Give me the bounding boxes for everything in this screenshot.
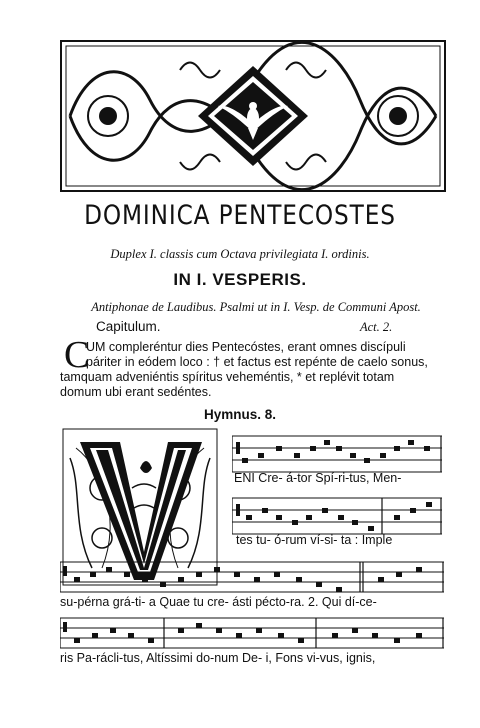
capitulum-line: tamquam adveniéntis spíritus veheméntis, * et replévit totam	[60, 370, 395, 384]
capitulum-line: páriter in eódem loco : † et factus est repénte de caelo sonus,	[86, 355, 428, 369]
chant-staff	[232, 496, 442, 536]
capitulum-line: domum ubi erant sedéntes.	[60, 385, 212, 399]
capitulum-reference: Act. 2.	[360, 320, 393, 334]
hymn-lyric-line: ENI Cre- á-tor Spí-ri-tus, Men-	[234, 471, 402, 485]
page-title: DOMINICA PENTECOSTES	[84, 200, 396, 231]
antiphon-note: Antiphonae de Laudibus. Psalmi ut in I. Vesp. de Communi Apost.	[91, 300, 421, 314]
drop-cap-initial: C	[64, 334, 90, 376]
capitulum-line: UM compleréntur dies Pentecóstes, erant omnes discípuli	[86, 340, 406, 354]
chant-staff	[60, 616, 444, 652]
ornamental-banner-dove	[60, 40, 446, 192]
hymn-lyric-line: su-pérna grá-ti- a Quae tu cre- ásti péctο-ra. 2. Qui dí-ce-	[60, 595, 377, 609]
chant-staff	[60, 560, 444, 596]
chant-staff	[232, 434, 442, 474]
capitulum-label: Capitulum.	[96, 319, 161, 334]
hymn-lyric-line: tes tu- ó-rum ví-si- ta : Imple	[236, 533, 393, 547]
hymn-heading: Hymnus. 8.	[203, 407, 277, 422]
hymn-lyric-line: ris Pa-rácli-tus, Altíssimi do-num De- i, Fons vi-vus, ignis,	[60, 651, 376, 665]
feast-rank: Duplex I. classis cum Octava privilegiata I. ordinis.	[110, 247, 370, 261]
section-heading: IN I. VESPERIS.	[173, 270, 307, 289]
